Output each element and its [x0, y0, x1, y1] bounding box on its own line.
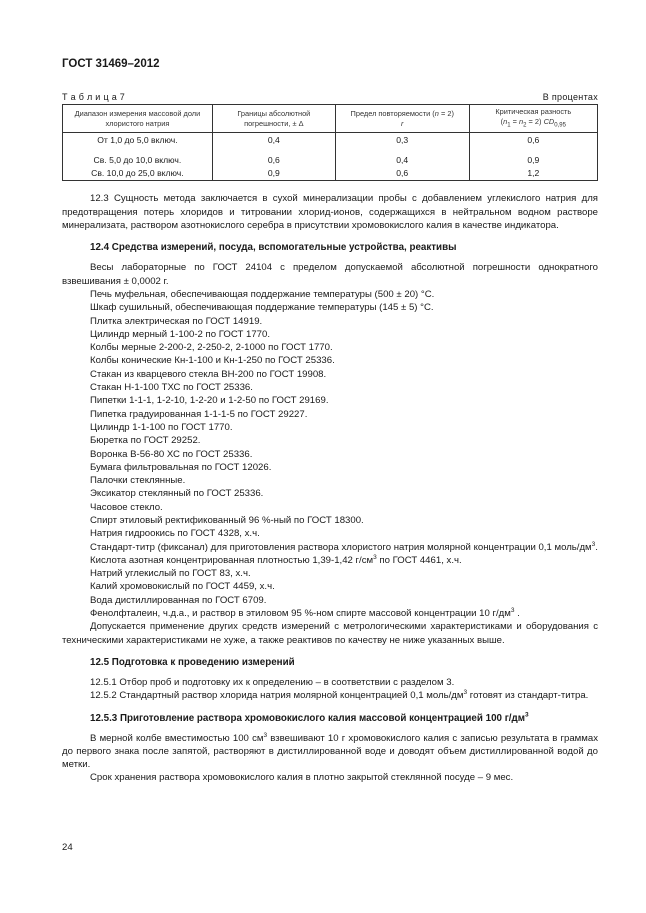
section-heading-12-4: 12.4 Средства измерений, посуда, вспомогательные устройства, реактивы — [90, 242, 457, 254]
section-heading-12-5-3: 12.5.3 Приготовление раствора хромовокислого калия массовой концентрацией 100 $г/дм^3$ — [90, 711, 529, 724]
paragraph-flask: В мерной колбе вместимостью 100 $см^3$ взвешивают 10 г хромовокислого калия с записью результата в граммах до первого знака после запятой, растворяют в дистиллированной воде и доводят объем дистиллированной водой до метки. — [62, 731, 598, 771]
list-item: Плитка электрическая по ГОСТ 14919. — [90, 315, 263, 327]
list-item: Печь муфельная, обеспечивающая поддержание температуры (500 ± 20) °С. — [90, 288, 435, 300]
list-item: Спирт этиловый ректификованный 96 %-ный по ГОСТ 18300. — [90, 515, 364, 526]
list-item: Стакан из кварцевого стекла ВН-200 по ГОСТ 19908. — [90, 368, 327, 380]
table-cell: 0,9 — [469, 154, 597, 167]
column-header-repeatability: Предел повторяемости (n = 2) r — [335, 105, 469, 133]
list-item: Шкаф сушильный, обеспечивающая поддержание температуры (145 ± 5) °С. — [90, 302, 434, 314]
list-item: Часовое стекло. — [90, 501, 163, 513]
table-row — [63, 133, 598, 155]
table-cell: 0,3 — [335, 133, 469, 155]
paragraph-storage: Срок хранения раствора хромовокислого калия в плотно закрытой стеклянной посуде – 9 мес. — [90, 772, 514, 784]
page-number: 24 — [62, 842, 73, 853]
list-item: Калий хромовокислый по ГОСТ 4459, х.ч. — [90, 581, 275, 593]
table-row — [63, 167, 598, 181]
table-cell: 0,6 — [469, 133, 597, 155]
list-item: Бюретка по ГОСТ 29252. — [90, 435, 201, 447]
list-item: Натрий углекислый по ГОСТ 83, х.ч. — [90, 568, 251, 580]
table-unit: В процентах — [542, 92, 598, 102]
table-cell: 0,9 — [212, 167, 335, 181]
list-item: Колбы конические Кн-1-100 и Кн-1-250 по ГОСТ 25336. — [90, 355, 335, 367]
column-header-range: Диапазон измерения массовой доли хлористого натрия — [63, 105, 213, 133]
column-header-error: Границы абсолютной погрешности, ± Δ — [212, 105, 335, 133]
paragraph-12-5-1: 12.5.1 Отбор проб и подготовку их к определению – в соответствии с разделом 3. — [90, 676, 455, 688]
table-cell: 0,4 — [335, 154, 469, 167]
list-item: Весы лабораторные по ГОСТ 24104 с пределом допускаемой абсолютной погрешности однократного взвешивания ± 0,0002 г. — [62, 262, 598, 287]
table-caption-row — [62, 92, 598, 102]
table-caption: Т а б л и ц а 7 — [62, 92, 126, 102]
list-item: Пипетка градуированная 1-1-1-5 по ГОСТ 29227. — [90, 408, 308, 420]
equipment-list — [62, 261, 598, 647]
table-cell: 1,2 — [469, 167, 597, 181]
section-heading-12-5: 12.5 Подготовка к проведению измерений — [90, 656, 295, 668]
paragraph-12-3: 12.3 Сущность метода заключается в сухой минерализации пробы с добавлением углекислого натрия для предотвращения потерь хлоридов и титровании хлорид-ионов, содержащихся в нейтральном водном растворе минерализата, раствором азотнокислого серебра в присутствии хромовокислого калия в качестве индикатора. — [62, 193, 598, 232]
list-item: Стакан Н-1-100 ТХС по ГОСТ 25336. — [90, 382, 253, 394]
table-cell: 0,6 — [335, 167, 469, 181]
page-header-standard: ГОСТ 31469–2012 — [62, 58, 160, 70]
list-item: Бумага фильтровальная по ГОСТ 12026. — [90, 461, 272, 473]
list-item-acid: Кислота азотная концентрированная плотностью 1,39-1,42 $г/см^3$ по ГОСТ 4461, х.ч. — [90, 553, 462, 566]
list-item: Палочки стеклянные. — [90, 475, 186, 487]
document-page — [62, 58, 598, 785]
table-header-row — [63, 105, 598, 133]
paragraph-allowed: Допускается применение других средств измерений с метрологическими характеристиками и оборудования с техническими характеристиками не хуже, а также реактивов по качеству не ниже указанных выше. — [62, 621, 598, 646]
table-cell: Св. 5,0 до 10,0 включ. — [63, 154, 213, 167]
column-header-critical-difference: Критическая разность $(n_1 = n_2 = 2)$ $CD_{0,95}$ — [469, 105, 597, 133]
table-cell: Св. 10,0 до 25,0 включ. — [63, 167, 213, 181]
paragraph-12-5-2: 12.5.2 Стандартный раствор хлорида натрия молярной концентрацией 0,1 моль/$дм^3$ готовят из стандарт-титра. — [90, 689, 589, 702]
list-item: Вода дистиллированная по ГОСТ 6709. — [90, 594, 267, 606]
table-7 — [62, 104, 598, 181]
table-cell: От 1,0 до 5,0 включ. — [63, 133, 213, 155]
table-cell: 0,6 — [212, 154, 335, 167]
list-item-phenol: Фенолфталеин, ч.д.а., и раствор в этиловом 95 %-ном спирте массовой концентрации 10 $г/дм^3$ . — [90, 606, 520, 620]
list-item: Пипетки 1-1-1, 1-2-10, 1-2-20 и 1-2-50 по ГОСТ 29169. — [90, 395, 329, 407]
list-item: Цилиндр мерный 1-100-2 по ГОСТ 1770. — [90, 328, 270, 340]
list-item: Воронка В-56-80 ХС по ГОСТ 25336. — [90, 448, 253, 460]
table-row — [63, 154, 598, 167]
list-item: Эксикатор стеклянный по ГОСТ 25336. — [90, 488, 264, 500]
table-cell: 0,4 — [212, 133, 335, 155]
list-item: Натрия гидроокись по ГОСТ 4328, х.ч. — [90, 528, 260, 540]
list-item: Цилиндр 1-1-100 по ГОСТ 1770. — [90, 421, 233, 433]
list-item-titr: Стандарт-титр (фиксанал) для приготовления раствора хлористого натрия молярной концентрации 0,1 моль/$дм^3$. — [90, 540, 598, 553]
list-item: Колбы мерные 2-200-2, 2-250-2, 2-1000 по ГОСТ 1770. — [90, 342, 333, 354]
